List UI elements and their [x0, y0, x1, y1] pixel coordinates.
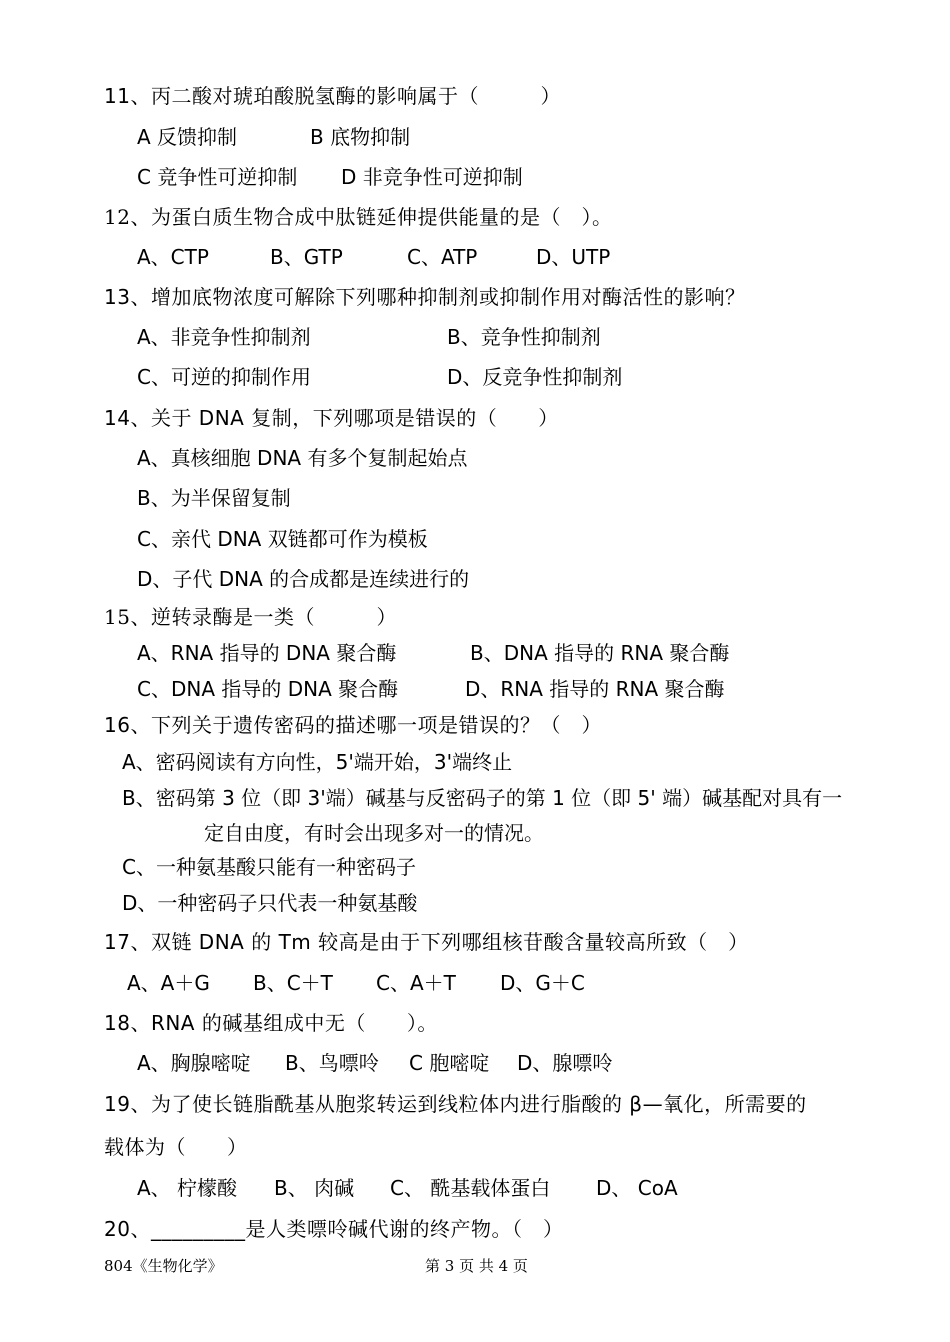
question-17-option-c: C、A＋T — [376, 971, 456, 995]
question-14-option-d: D、子代 DNA 的合成都是连续进行的 — [137, 567, 470, 591]
question-20-stem: 20、_________是人类嘌呤碱代谢的终产物。（ ） — [104, 1217, 564, 1241]
question-15-option-d: D、RNA 指导的 RNA 聚合酶 — [465, 677, 725, 701]
footer-page-number: 第 3 页 共 4 页 — [425, 1257, 528, 1275]
question-17-option-a: A、A＋G — [127, 971, 210, 995]
question-13-option-b: B、竞争性抑制剂 — [447, 325, 601, 349]
question-12-option-d: D、UTP — [536, 245, 611, 269]
question-18-stem: 18、RNA 的碱基组成中无（ ）。 — [104, 1011, 438, 1035]
question-18-option-d: D、腺嘌呤 — [517, 1051, 613, 1075]
question-19-option-a: A、 柠檬酸 — [137, 1176, 238, 1200]
question-19-option-d: D、 CoA — [596, 1176, 678, 1200]
question-12-stem: 12、为蛋白质生物合成中肽链延伸提供能量的是（ ）。 — [104, 205, 613, 229]
question-16-option-b-line1: B、密码第 3 位（即 3'端）碱基与反密码子的第 1 位（即 5' 端）碱基配对具有一 — [122, 786, 843, 810]
question-15-option-c: C、DNA 指导的 DNA 聚合酶 — [137, 677, 399, 701]
question-17-option-d: D、G＋C — [500, 971, 585, 995]
question-18-option-c: C 胞嘧啶 — [409, 1051, 490, 1075]
question-13-stem: 13、增加底物浓度可解除下列哪种抑制剂或抑制作用对酶活性的影响？ — [104, 285, 746, 309]
question-11-option-c: C 竞争性可逆抑制 — [137, 165, 298, 189]
question-18-option-a: A、胸腺嘧啶 — [137, 1051, 251, 1075]
question-14-option-c: C、亲代 DNA 双链都可作为模板 — [137, 527, 428, 551]
question-19-stem-line1: 19、为了使长链脂酰基从胞浆转运到线粒体内进行脂酸的 β—氧化，所需要的 — [104, 1092, 807, 1116]
question-13-option-a: A、非竞争性抑制剂 — [137, 325, 311, 349]
question-11-option-b: B 底物抑制 — [310, 125, 411, 149]
question-17-stem: 17、双链 DNA 的 Tm 较高是由于下列哪组核苷酸含量较高所致（ ） — [104, 930, 749, 954]
question-15-option-b: B、DNA 指导的 RNA 聚合酶 — [470, 641, 730, 665]
question-13-option-d: D、反竞争性抑制剂 — [447, 365, 623, 389]
question-19-option-b: B、 肉碱 — [274, 1176, 355, 1200]
footer-course: 804《生物化学》 — [104, 1257, 223, 1275]
question-11-option-d: D 非竞争性可逆抑制 — [341, 165, 523, 189]
question-14-option-a: A、真核细胞 DNA 有多个复制起始点 — [137, 446, 468, 470]
question-18-option-b: B、鸟嘌呤 — [285, 1051, 379, 1075]
question-15-stem: 15、逆转录酶是一类（ ） — [104, 605, 397, 629]
question-14-option-b: B、为半保留复制 — [137, 486, 291, 510]
question-16-option-b-line2: 定自由度，有时会出现多对一的情况。 — [204, 821, 544, 845]
question-12-option-a: A、CTP — [137, 245, 209, 269]
question-15-option-a: A、RNA 指导的 DNA 聚合酶 — [137, 641, 397, 665]
question-16-option-a: A、密码阅读有方向性，5'端开始，3'端终止 — [122, 750, 513, 774]
question-12-option-c: C、ATP — [407, 245, 478, 269]
question-14-stem: 14、关于 DNA 复制，下列哪项是错误的（ ） — [104, 406, 559, 430]
question-13-option-c: C、可逆的抑制作用 — [137, 365, 311, 389]
question-19-stem-line2: 载体为（ ） — [104, 1135, 248, 1159]
question-17-option-b: B、C＋T — [253, 971, 333, 995]
question-11-stem: 11、丙二酸对琥珀酸脱氢酶的影响属于（ ） — [104, 84, 561, 108]
question-12-option-b: B、GTP — [270, 245, 343, 269]
question-16-option-d: D、一种密码子只代表一种氨基酸 — [122, 891, 418, 915]
question-16-stem: 16、下列关于遗传密码的描述哪一项是错误的？（ ） — [104, 713, 602, 737]
question-16-option-c: C、一种氨基酸只能有一种密码子 — [122, 855, 416, 879]
question-11-option-a: A 反馈抑制 — [137, 125, 238, 149]
question-19-option-c: C、 酰基载体蛋白 — [390, 1176, 551, 1200]
